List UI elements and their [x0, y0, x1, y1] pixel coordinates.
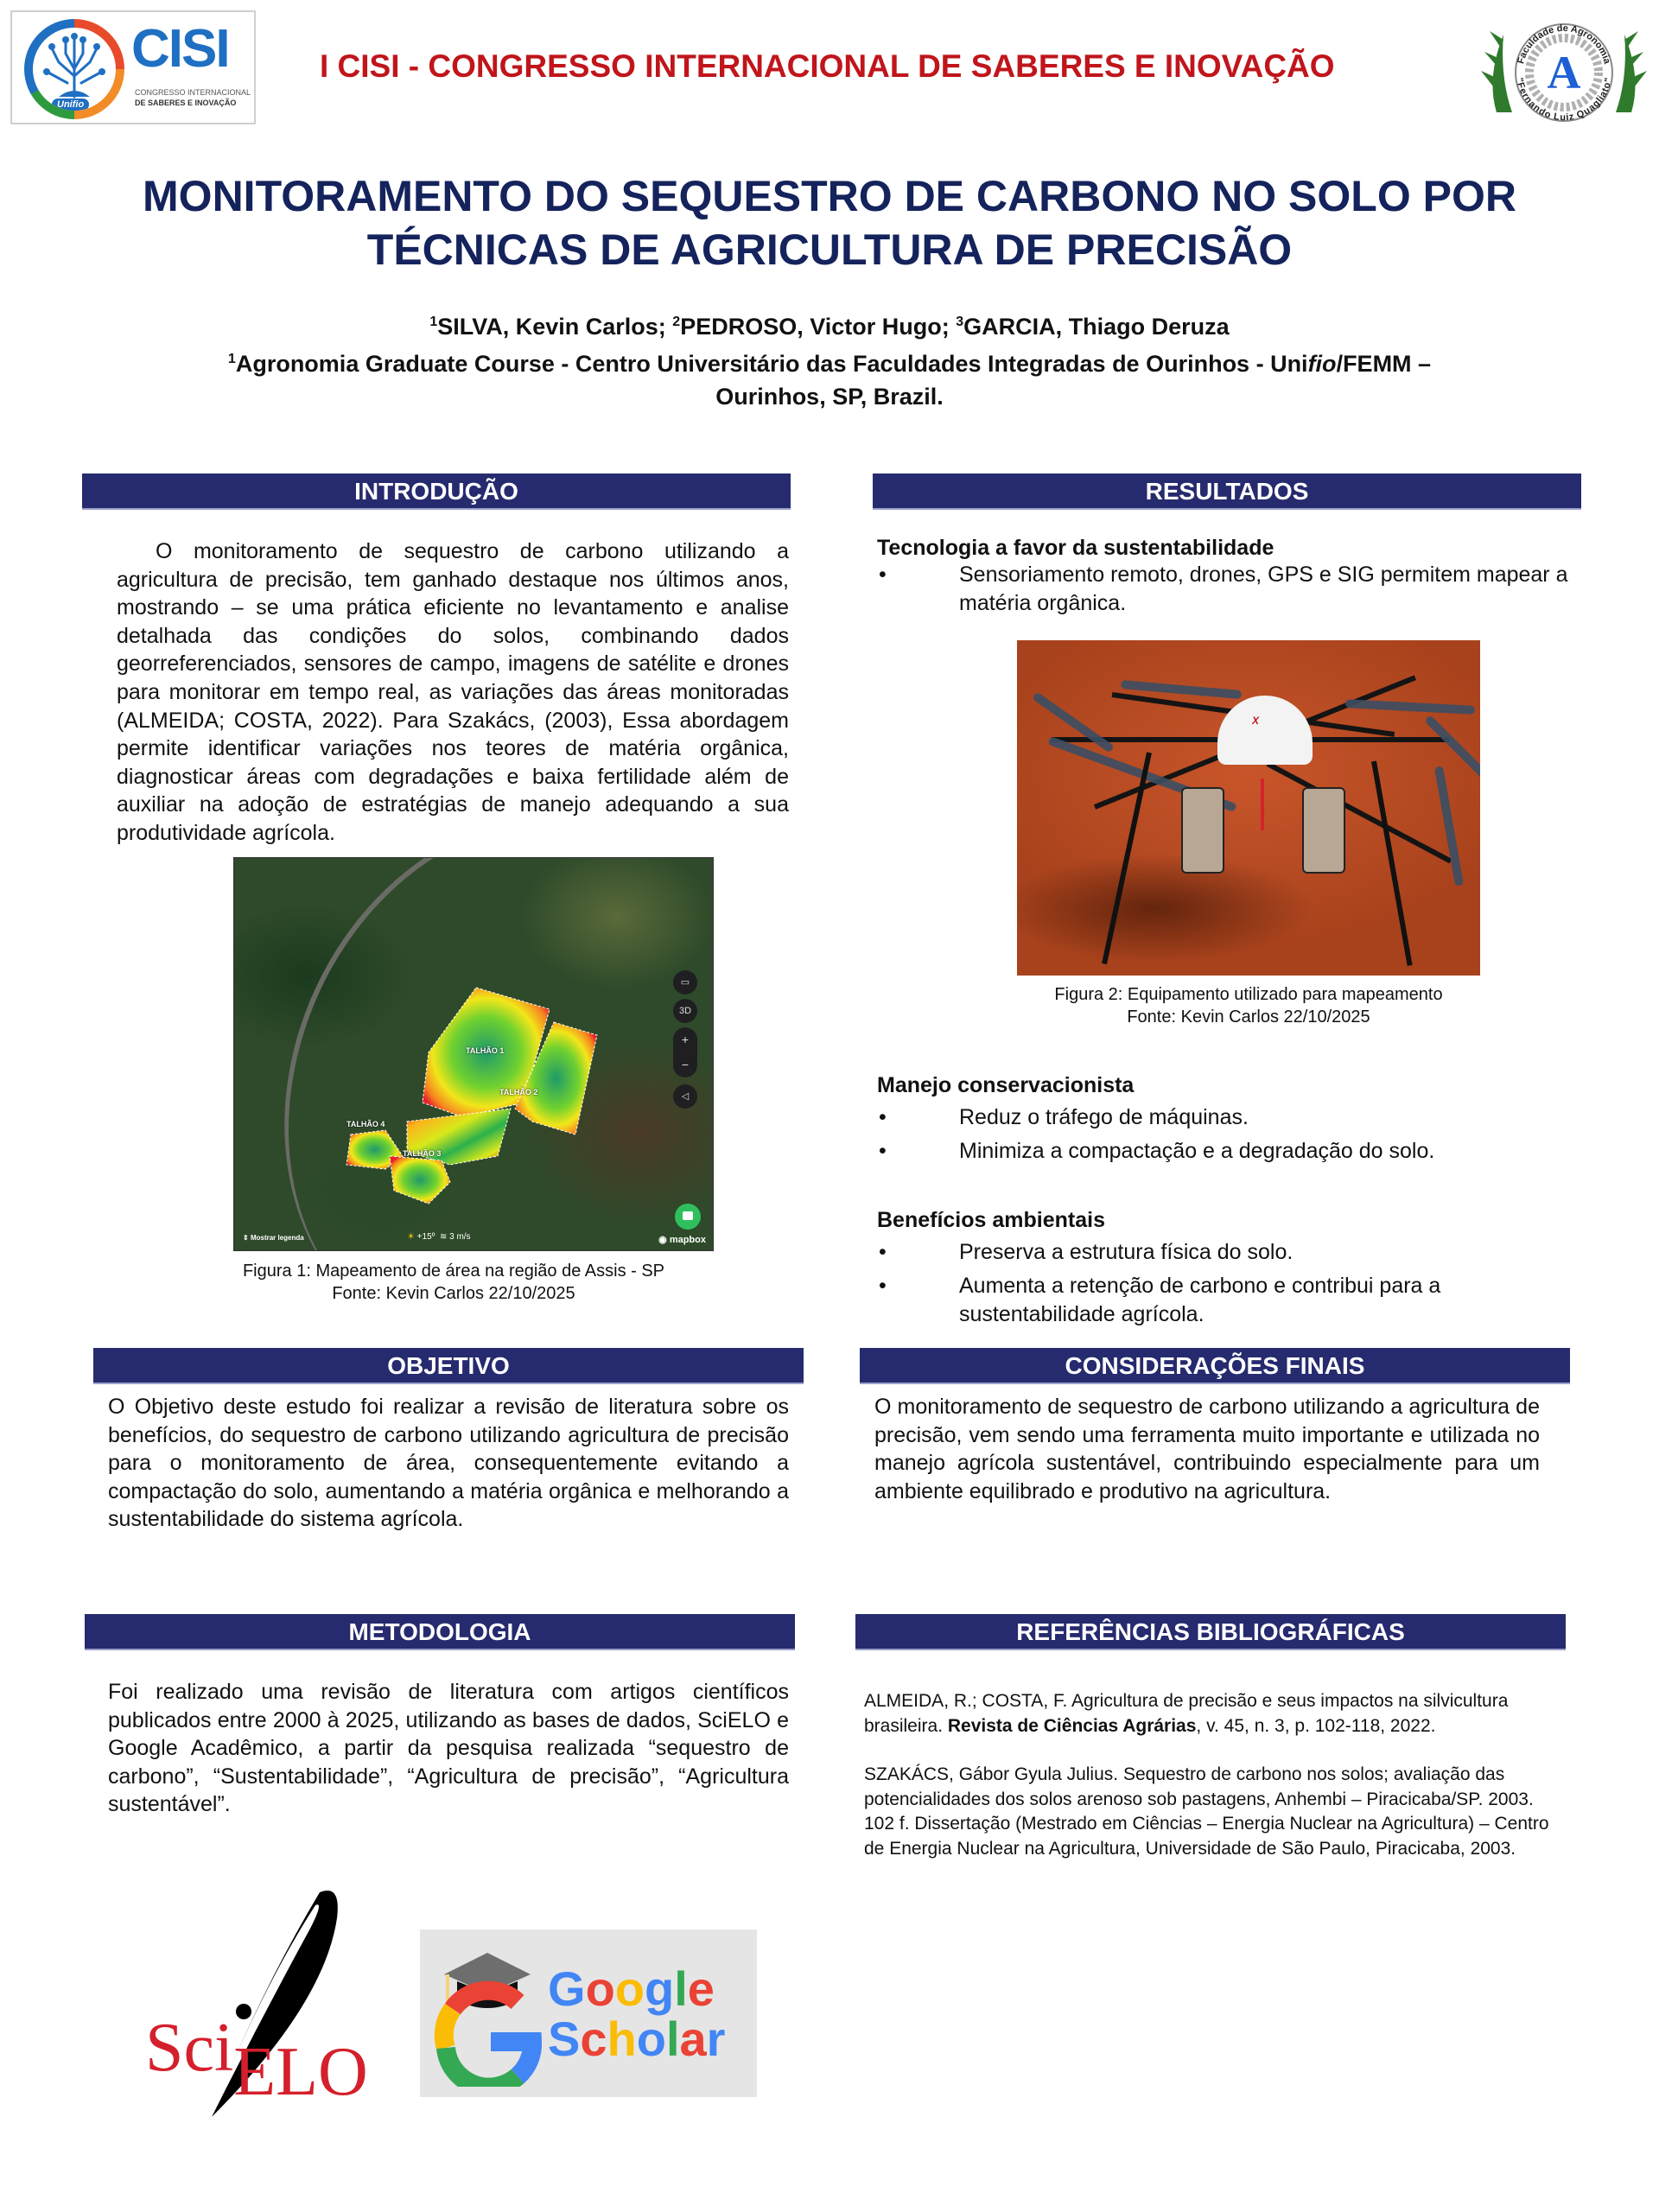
ruler-icon[interactable]: ▭ — [673, 970, 697, 995]
figure-2-caption-title: Figura 2: Equipamento utilizado para mapeamento — [1054, 985, 1443, 1004]
chat-icon[interactable] — [675, 1204, 701, 1230]
list-item — [877, 1238, 1568, 1267]
author-index: 3 — [956, 315, 964, 329]
introducao-text: O monitoramento de sequestro de carbono utilizando a agricultura de precisão, tem ganhado destaque nos últimos anos, mostrando – se uma prática eficiente no levantamento e analise detalhada das condições do solos, combinando dados georreferenciados, sensores de campo, imagens de satélite e drones para monitorar em tempo real, as variações das áreas monitoradas (ALMEIDA; COSTA, 2022). Para Szakács, (2003), Essa abordagem permite identificar variações nos teores de matéria orgânica, diagnosticar áreas com degradações e baixa fertilidade além de auxiliar na adoção de estratégias de manejo adequando a sua produtividade agrícola. — [117, 539, 789, 845]
consideracoes-text: O monitoramento de sequestro de carbono utilizando a agricultura de precisão, vem sendo uma ferramenta muito importante e utilizada no manejo agrícola sustentável, contribuindo especialmente para um ambiente equilibrado e produtivo na agricultura. — [874, 1395, 1540, 1503]
poster-title — [69, 169, 1590, 276]
bullet-icon: • — [879, 1139, 887, 1163]
reference-text: ALMEIDA, R.; COSTA, F. Agricultura de precisão e seus impactos na silvicultura brasileira. — [864, 1691, 1509, 1736]
results-group-title: Manejo conservacionista — [877, 1073, 1135, 1097]
figure-1-caption — [173, 1260, 734, 1305]
list-item-text: Reduz o tráfego de máquinas. — [959, 1105, 1249, 1129]
bullet-icon: • — [879, 563, 887, 587]
svg-text:"Fernando Luiz Quagliato": "Fernando Luiz Quagliato" — [1514, 77, 1614, 124]
map-label-talhao-2: TALHÃO 2 — [499, 1088, 538, 1096]
faculty-seal-icon — [1478, 17, 1650, 130]
svg-text:Faculdade de Agronomia: Faculdade de Agronomia — [1516, 22, 1612, 66]
section-header-metodologia: METODOLOGIA — [85, 1614, 795, 1650]
mapbox-attribution — [658, 1234, 706, 1245]
section-header-consideracoes-finais: CONSIDERAÇÕES FINAIS — [860, 1348, 1570, 1384]
author-index: 2 — [672, 315, 681, 329]
unifio-badge: Unifio — [52, 99, 89, 111]
results-group-tecnologia — [877, 536, 1568, 618]
drone-tank — [1302, 787, 1345, 874]
affiliation-text: Agronomia Graduate Course - Centro Universitário das Faculdades Integradas de Ourinhos - Uni — [235, 351, 1308, 377]
wind-speed-value: 3 m/s — [449, 1232, 471, 1242]
drone-leg — [1371, 760, 1413, 965]
map-label-talhao-4: TALHÃO 4 — [346, 1120, 385, 1128]
locate-icon[interactable]: ◁ — [673, 1084, 697, 1109]
google-scholar-cap-icon — [427, 1948, 548, 2087]
mapbox-logo-icon: ◉ — [658, 1235, 670, 1245]
drone-tank — [1181, 787, 1224, 874]
sun-icon: ☀ — [407, 1232, 415, 1242]
view-3d-button[interactable]: 3D — [673, 999, 697, 1023]
reference-journal: Revista de Ciências Agrárias — [947, 1715, 1197, 1736]
event-title: I CISI - CONGRESSO INTERNACIONAL DE SABERES E INOVAÇÃO — [320, 48, 1335, 84]
drone-propeller — [1434, 766, 1464, 887]
google-scholar-word-google: Google — [548, 1961, 715, 2016]
list-item — [877, 1272, 1568, 1329]
google-scholar-logo — [420, 1929, 757, 2097]
reference-item: SZAKÁCS, Gábor Gyula Julius. Sequestro de carbono nos solos; avaliação das potencialidades dos solos arenoso sob pastagens, Anhembi – Piracicaba/SP. 2003. 102 f. Dissertação (Mestrado em Ciências – Energia Nuclear na Agricultura) – Centro de Energia Nuclear na Agricultura, Universidade de São Paulo, Piracicaba, 2003. — [864, 1764, 1549, 1859]
list-item-text: Minimiza a compactação e a degradação do solo. — [959, 1139, 1435, 1163]
scielo-elo-part: ELO — [233, 2034, 368, 2110]
cisi-emblem — [24, 19, 124, 119]
drone-arm — [1267, 761, 1452, 863]
cisi-subtitle-line1: CONGRESSO INTERNACIONAL — [135, 88, 251, 97]
author-1: SILVA, Kevin Carlos; — [437, 314, 673, 340]
list-item — [877, 1103, 1568, 1132]
affiliation — [69, 343, 1590, 380]
drone-leg — [1102, 752, 1152, 964]
metodologia-text: Foi realizado uma revisão de literatura com artigos científicos publicados entre 2000 à 2025, utilizando as bases de dados, SciELO e Google Acadêmico, a partir da pesquisa realizada “sequestro de carbono”, “Sustentabilidade”, “Agricultura de precisão”, “Agricultura sustentável”. — [108, 1680, 789, 1817]
map-label-talhao-3: TALHÃO 3 — [403, 1149, 442, 1158]
wind-icon: ≋ — [439, 1232, 448, 1242]
authors-block — [69, 306, 1590, 413]
drone-propeller — [1345, 699, 1475, 715]
figure-1-map — [233, 857, 714, 1251]
drone-brand-mark: X — [1252, 715, 1260, 727]
list-item — [877, 1137, 1568, 1166]
affiliation-italic: fio — [1307, 351, 1337, 377]
temperature-value: +15º — [416, 1232, 435, 1242]
author-index: 1 — [429, 315, 438, 329]
bullet-icon: • — [879, 1274, 887, 1298]
legend-toggle-button[interactable] — [243, 1234, 304, 1242]
map-label-talhao-1: TALHÃO 1 — [466, 1046, 505, 1055]
reference-text-end: , v. 45, n. 3, p. 102-118, 2022. — [1196, 1715, 1436, 1736]
section-header-referencias: REFERÊNCIAS BIBLIOGRÁFICAS — [855, 1614, 1566, 1650]
figure-2-caption — [985, 983, 1512, 1028]
scielo-sci-part: Sci — [145, 2010, 234, 2086]
cisi-subtitle-line2: DE SABERES E INOVAÇÃO — [135, 99, 237, 107]
results-group-manejo — [877, 1073, 1568, 1166]
figure-1-caption-title: Figura 1: Mapeamento de área na região de Assis - SP — [242, 1262, 665, 1281]
list-item-text: Sensoriamento remoto, drones, GPS e SIG permitem mapear a matéria orgânica. — [959, 563, 1568, 615]
poster-title-line1: MONITORAMENTO DO SEQUESTRO DE CARBONO NO SOLO POR — [143, 172, 1516, 220]
figure-2-drone-photo — [1017, 640, 1480, 976]
scielo-logo — [138, 1884, 397, 2134]
mapbox-label: mapbox — [669, 1235, 706, 1245]
cisi-wordmark: CISI — [131, 19, 229, 79]
section-header-objetivo: OBJETIVO — [93, 1348, 804, 1384]
affiliation-location: Ourinhos, SP, Brazil. — [715, 384, 944, 410]
references-list — [864, 1689, 1555, 1861]
zoom-out-button[interactable]: − — [681, 1058, 690, 1071]
author-3: GARCIA, Thiago Deruza — [963, 314, 1230, 340]
zoom-in-button[interactable]: + — [681, 1033, 690, 1046]
list-item-text: Preserva a estrutura física do solo. — [959, 1240, 1294, 1264]
results-group-beneficios — [877, 1208, 1568, 1329]
cisi-logo — [10, 10, 256, 124]
reference-item — [864, 1689, 1555, 1738]
figure-2-caption-source: Fonte: Kevin Carlos 22/10/2025 — [1127, 1007, 1370, 1027]
drone-propeller — [1424, 715, 1480, 782]
objetivo-text: O Objetivo deste estudo foi realizar a revisão de literatura sobre os benefícios, do sequestro de carbono utilizando agricultura de precisão para o monitoramento de área, consequentemente evitando a compactação do solo, aumentando a matéria orgânica e melhorando a sustentabilidade do sistema agrícola. — [108, 1395, 789, 1532]
drone-wire — [1261, 779, 1264, 830]
google-scholar-word-scholar: Scholar — [548, 2012, 726, 2066]
author-2: PEDROSO, Victor Hugo; — [680, 314, 957, 340]
bullet-icon: • — [879, 1105, 887, 1129]
list-item-text: Aumenta a retenção de carbono e contribui para a sustentabilidade agrícola. — [959, 1274, 1441, 1326]
author-list — [69, 306, 1590, 343]
list-item — [877, 561, 1568, 618]
zoom-control — [673, 1027, 697, 1077]
bullet-icon: • — [879, 1240, 887, 1264]
results-group-title: Tecnologia a favor da sustentabilidade — [877, 536, 1274, 560]
drone-dome — [1217, 696, 1313, 765]
scielo-sci-text — [145, 2010, 368, 2110]
figure-1-caption-source: Fonte: Kevin Carlos 22/10/2025 — [332, 1284, 575, 1303]
weather-readout — [407, 1232, 471, 1242]
section-header-introducao: INTRODUÇÃO — [82, 474, 791, 510]
affiliation-text-end: /FEMM – — [1336, 351, 1432, 377]
section-header-resultados: RESULTADOS — [873, 474, 1581, 510]
legend-toggle-label: Mostrar legenda — [250, 1234, 304, 1242]
faculty-agronomy-logo — [1478, 17, 1650, 130]
google-scholar-wordmark — [548, 1961, 726, 2066]
svg-text:A: A — [1547, 47, 1581, 99]
poster-title-line2: TÉCNICAS DE AGRICULTURA DE PRECISÃO — [366, 226, 1293, 274]
results-group-title: Benefícios ambientais — [877, 1208, 1105, 1232]
chevron-updown-icon: ⇕ — [243, 1234, 251, 1242]
affiliation-index: 1 — [227, 352, 236, 366]
